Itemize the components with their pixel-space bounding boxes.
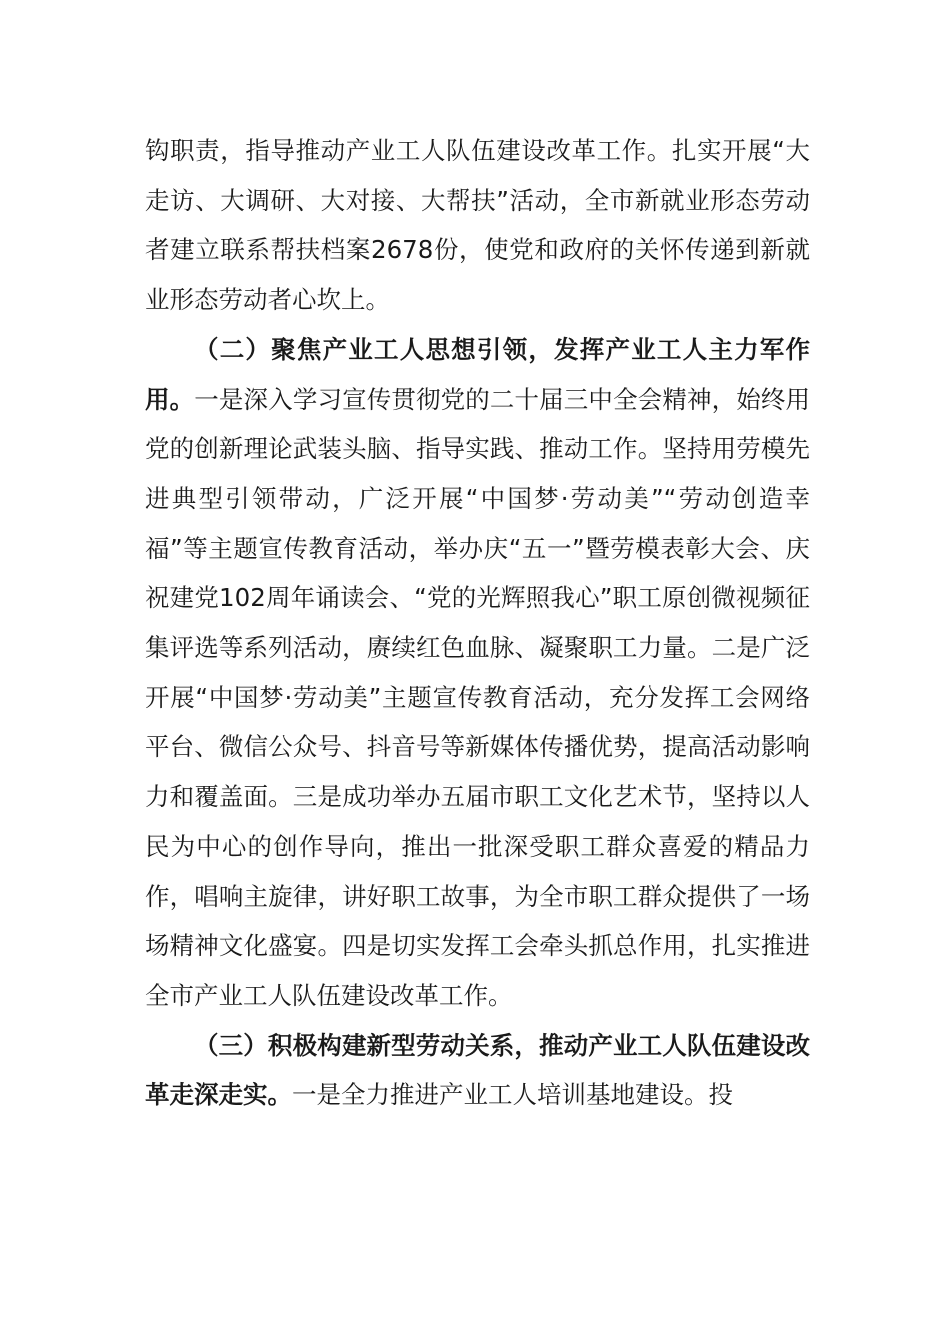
paragraph-text: 一是全力推进产业工人培训基地建设。投 (292, 1080, 733, 1110)
section-heading: （三）积极构建新型劳动关系，推动产业工人队伍建设改革走深走实。 (145, 1030, 810, 1110)
section-heading: （二）聚焦产业工人思想引领，发挥产业工人主力军作用。 (145, 334, 810, 414)
paragraph-text: 钩职责，指导推动产业工人队伍建设改革工作。扎实开展“大走访、大调研、大对接、大帮扶”活动，全市新就业形态劳动者建立联系帮扶档案2678份，使党和政府的关怀传递到新就业形态劳动者心坎上。 (145, 136, 810, 315)
paragraph-continuation (145, 126, 810, 325)
paragraph-section-three (145, 1021, 810, 1120)
paragraph-section-two (145, 325, 810, 1021)
paragraph-text: 一是深入学习宣传贯彻党的二十届三中全会精神，始终用党的创新理论武装头脑、指导实践、推动工作。坚持用劳模先进典型引领带动，广泛开展“中国梦·劳动美”“劳动创造幸福”等主题宣传教育活动，举办庆“五一”暨劳模表彰大会、庆祝建党102周年诵读会、“党的光辉照我心”职工原创微视频征集评选等系列活动，赓续红色血脉、凝聚职工力量。二是广泛开展“中国梦·劳动美”主题宣传教育活动，充分发挥工会网络平台、微信公众号、抖音号等新媒体传播优势，提高活动影响力和覆盖面。三是成功举办五届市职工文化艺术节，坚持以人民为中心的创作导向，推出一批深受职工群众喜爱的精品力作，唱响主旋律，讲好职工故事，为全市职工群众提供了一场场精神文化盛宴。四是切实发挥工会牵头抓总作用，扎实推进全市产业工人队伍建设改革工作。 (145, 384, 811, 1010)
document-body (145, 126, 810, 1120)
